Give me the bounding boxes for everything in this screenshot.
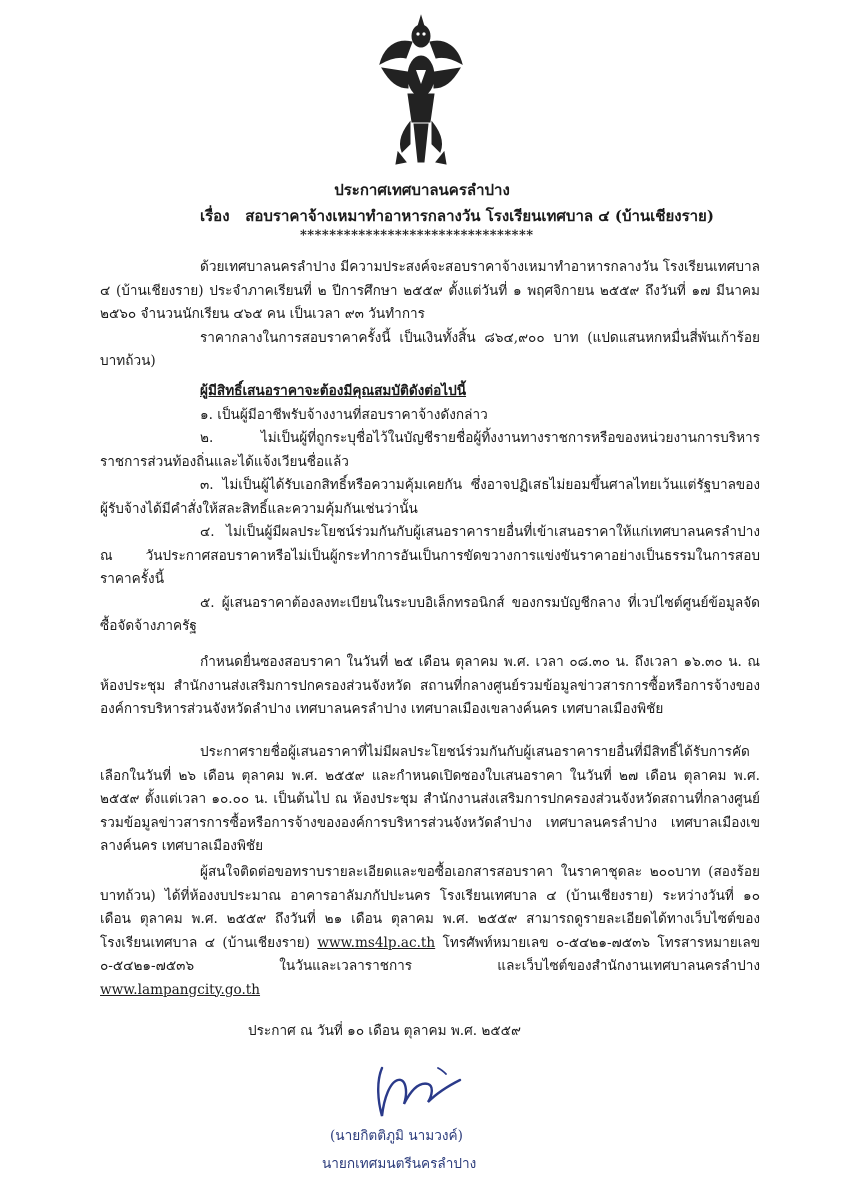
qualifications-heading: ผู้มีสิทธิ์เสนอราคาจะต้องมีคุณสมบัติดังต่อไปนี้ — [200, 383, 467, 399]
intro-section — [100, 256, 760, 374]
subject-line — [200, 204, 714, 228]
signature — [368, 1058, 468, 1126]
city-website-link[interactable]: www.lampangcity.go.th — [100, 981, 261, 998]
qualification-item: ๕. ผู้เสนอราคาต้องลงทะเบียนในระบบอิเล็กทรอนิกส์ ของกรมบัญชีกลาง ที่เวปไซต์ศูนย์ข้อมูลจัดซื้อจัดจ้างภาครัฐ — [100, 594, 760, 634]
submission-section — [100, 651, 760, 722]
qualifications-section — [100, 380, 760, 639]
garuda-emblem — [376, 12, 466, 172]
subject-label: เรื่อง — [200, 207, 230, 225]
subject-text: สอบราคาจ้างเหมาทำอาหารกลางวัน โรงเรียนเทศบาล ๔ (บ้านเชียงราย) — [245, 207, 714, 225]
contact-text: โทรศัพท์หมายเลข ๐-๕๔๒๑-๗๕๓๖ โทรสารหมายเลข ๐-๕๔๒๑-๗๕๓๖ ในวันและเวลาราชการ และเว็บไซต์ของสำนักงานเทศบาลนครลำปาง — [100, 934, 761, 974]
contact-section — [100, 861, 760, 1002]
school-website-link[interactable]: www.ms4lp.ac.th — [317, 934, 436, 951]
separator-line: ******************************** — [300, 228, 534, 243]
qualification-item: ๑. เป็นผู้มีอาชีพรับจ้างงานที่สอบราคาจ้างดังกล่าว — [200, 406, 488, 423]
intro-paragraph: ด้วยเทศบาลนครลำปาง มีความประสงค์จะสอบราคาจ้างเหมาทำอาหารกลางวัน โรงเรียนเทศบาล ๔ (บ้านเชียงราย) ประจำภาคเรียนที่ ๒ ปีการศึกษา ๒๕๕๙ ตั้งแต่วันที่ ๑ พฤศจิกายน ๒๕๕๙ ถึงวันที่ ๑๗ มีนาคม ๒๕๖๐ จำนวนนักเรียน ๔๖๕ คน เป็นเวลา ๙๓ วันทำการ — [100, 259, 760, 322]
signatory-position: นายกเทศมนตรีนครลำปาง — [322, 1156, 477, 1172]
announcement-section — [100, 741, 760, 859]
qualification-item: ๓. ไม่เป็นผู้ได้รับเอกสิทธิ์หรือความคุ้มเคยกัน ซึ่งอาจปฏิเสธไม่ยอมขึ้นศาลไทยเว้นแต่รัฐบาลของผู้รับจ้างได้มีคำสั่งให้สละสิทธิ์และความคุ้มกันเช่นว่านั้น — [100, 477, 760, 517]
signatory-name: (นายกิตติภูมิ นามวงค์) — [330, 1128, 463, 1144]
contact-paragraph — [100, 861, 760, 1002]
document-title: ประกาศเทศบาลนครลำปาง — [334, 181, 510, 199]
contact-text: ผู้สนใจติดต่อขอทราบรายละเอียดและขอซื้อเอกสารสอบราคา ในราคาชุดละ ๒๐๐บาท (สองร้อยบาทถ้วน) ได้ที่ห้องงบประมาณ อาคารอาลัมภกัปปะนคร โรงเรียนเทศบาล ๔ (บ้านเชียงราย) ระหว่างวันที่ ๑๐ เดือน ตุลาคม พ.ศ. ๒๕๕๙ ถึงวันที่ ๒๑ เดือน ตุลาคม พ.ศ. ๒๕๕๙ สามารถดูรายละเอียดได้ทางเว็บไซต์ของโรงเรียนเทศบาล ๔ (บ้านเชียงราย) — [100, 864, 760, 951]
submission-paragraph: กำหนดยื่นซองสอบราคา ในวันที่ ๒๕ เดือน ตุลาคม พ.ศ. เวลา ๐๘.๓๐ น. ถึงเวลา ๑๖.๓๐ น. ณ ห้องประชุม สำนักงานส่งเสริมการปกครองส่วนจังหวัด สถานที่กลางศูนย์รวมข้อมูลข่าวสารการซื้อหรือการจ้างขององค์การบริหารส่วนจังหวัดลำปาง เทศบาลนครลำปาง เทศบาลเมืองเขลางค์นคร เทศบาลเมืองพิชัย — [100, 654, 760, 717]
qualification-item: ๔. ไม่เป็นผู้มีผลประโยชน์ร่วมกันกับผู้เสนอราคารายอื่นที่เข้าเสนอราคาให้แก่เทศบาลนครลำปาง ณ วันประกาศสอบราคาหรือไม่เป็นผู้กระทำการอันเป็นการขัดขวางการแข่งขันราคาอย่างเป็นธรรมในการสอบราคาครั้งนี้ — [100, 524, 760, 587]
announcement-paragraph: ประกาศรายชื่อผู้เสนอราคาที่ไม่มีผลประโยชน์ร่วมกันกับผู้เสนอราคารายอื่นที่มีสิทธิ์ได้รับการคัดเลือกในวันที่ ๒๖ เดือน ตุลาคม พ.ศ. ๒๕๕๙ และกำหนดเปิดซองใบเสนอราคา ในวันที่ ๒๗ เดือน ตุลาคม พ.ศ. ๒๕๕๙ ตั้งแต่เวลา ๑๐.๐๐ น. เป็นต้นไป ณ ห้องประชุม สำนักงานส่งเสริมการปกครองส่วนจังหวัดสถานที่กลางศูนย์รวมข้อมูลข่าวสารการซื้อหรือการจ้างขององค์การบริหารส่วนจังหวัดลำปาง เทศบาลนครลำปาง เทศบาลเมืองเขลางค์นคร เทศบาลเมืองพิชัย — [100, 744, 760, 854]
qualification-item: ๒. ไม่เป็นผู้ที่ถูกระบุชื่อไว้ในบัญชีรายชื่อผู้ทิ้งงานทางราชการหรือของหน่วยงานการบริหารราชการส่วนท้องถิ่นและได้แจ้งเวียนชื่อแล้ว — [100, 430, 760, 470]
announcement-date: ประกาศ ณ วันที่ ๑๐ เดือน ตุลาคม พ.ศ. ๒๕๕๙ — [248, 1023, 521, 1039]
median-price-paragraph: ราคากลางในการสอบราคาครั้งนี้ เป็นเงินทั้งสิ้น ๘๖๔,๙๐๐ บาท (แปดแสนหกหมื่นสี่พันเก้าร้อยบาทถ้วน) — [100, 329, 760, 369]
dated-line — [248, 1020, 728, 1044]
